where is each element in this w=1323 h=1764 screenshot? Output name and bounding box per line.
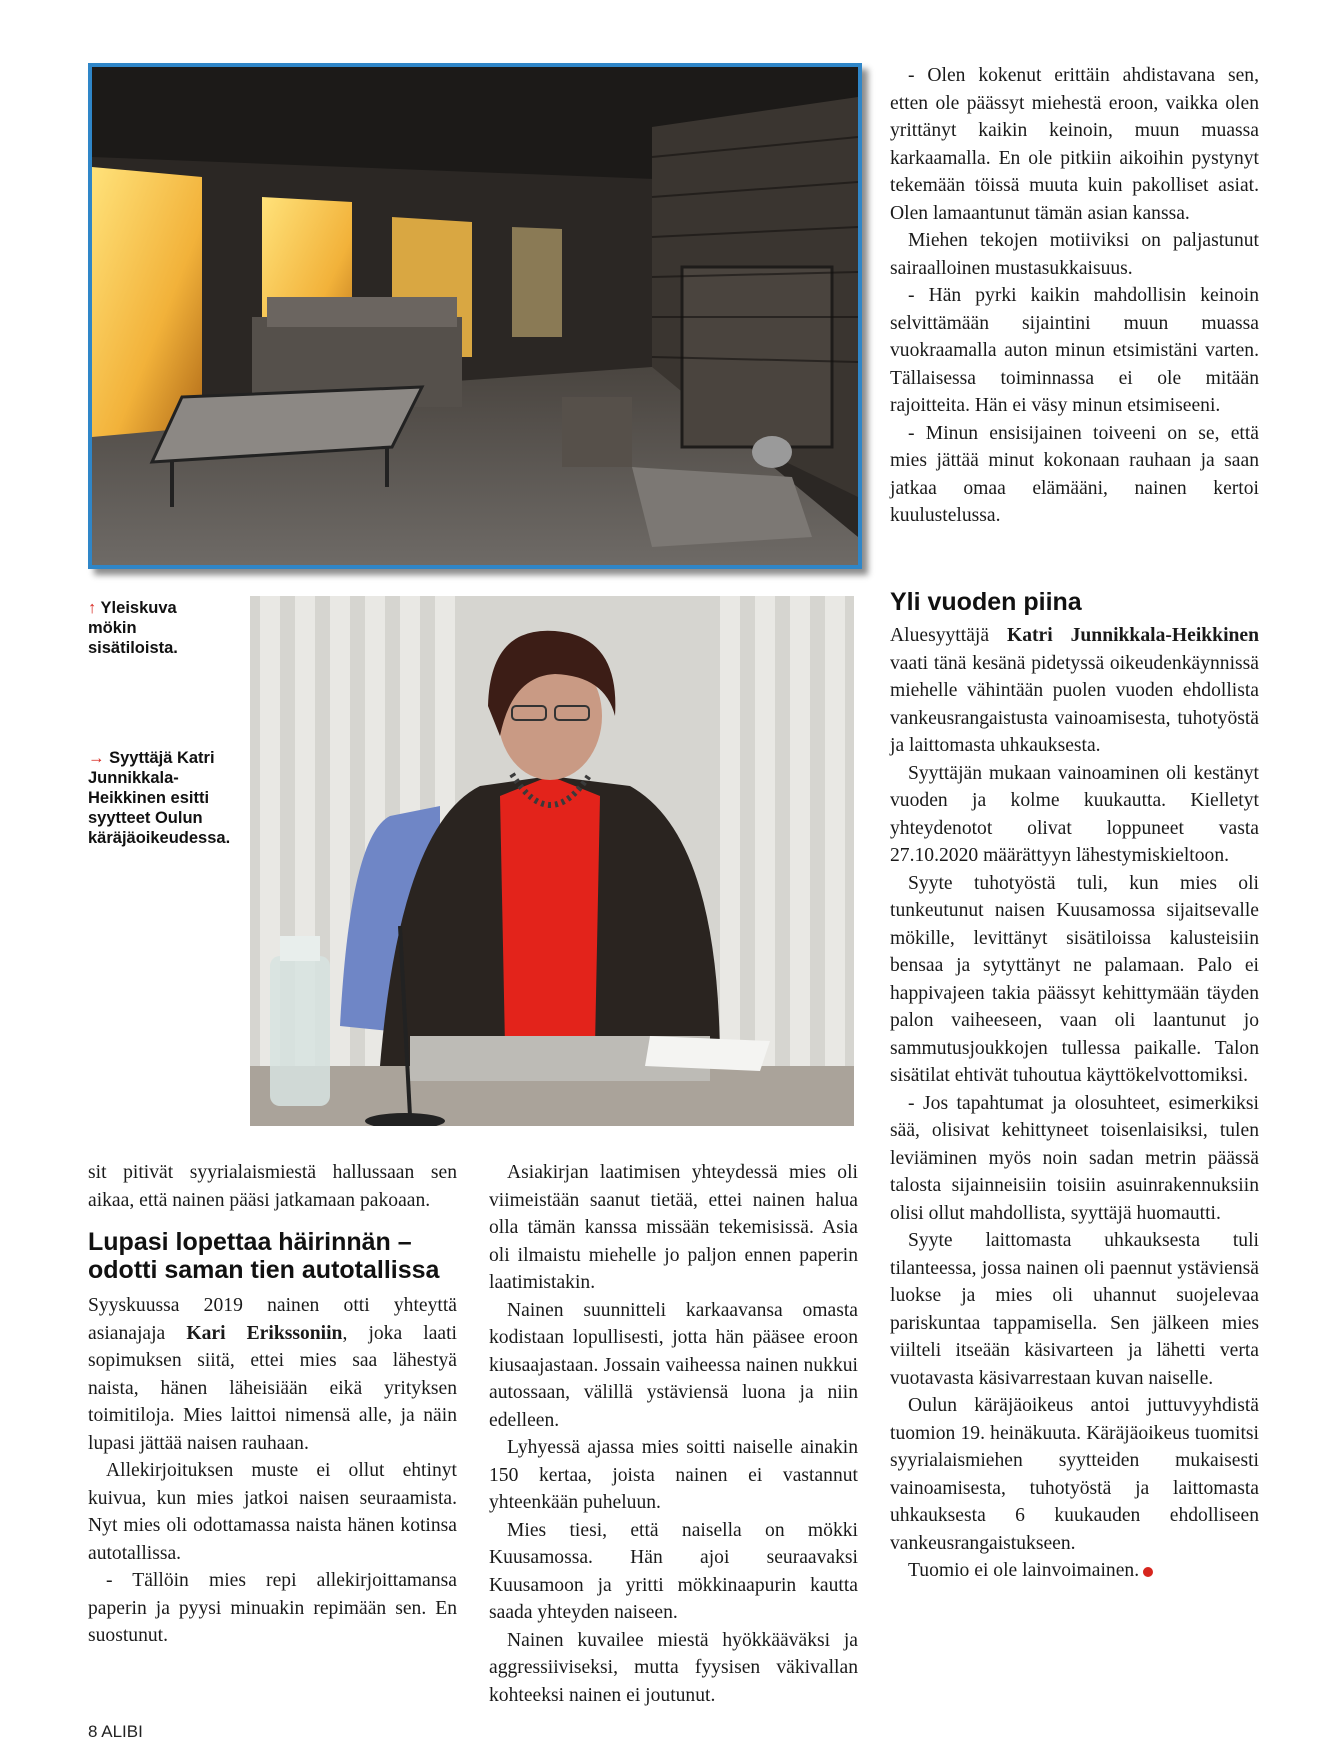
paragraph: Syyttäjän mukaan vainoaminen oli kestänyt vuoden ja kolme kuukautta. Kielletyt yhteydenotot olivat loppuneet vasta 27.10.2020 määrättyyn lähestymiskieltoon. [890,762,1259,866]
burnt-room-image [92,67,858,565]
paragraph: - Jos tapahtumat ja olosuhteet, esimerkiksi sää, olisivat kehittyneet toisenlaisiksi, tulen leviäminen myös noin sadan metrin päässä talosta sijainneisiin toisiin asuinrakennuksiin olisi ollut mahdollista, syyttäjä huomautti. [890,1092,1259,1224]
paragraph: Nainen suunnitteli karkaavansa omasta kodistaan lopullisesti, jotta hän pääsee eroon kiusaajastaan. Jossain vaiheessa nainen nukkui autossaan, välillä ystäviensä luona ja niin edelleen. [489,1299,858,1431]
paragraph: - Hän pyrki kaikin mahdollisin keinoin selvittämään sijaintini muun muassa vuokraamalla auton minun etsimistäni varten. Tällaisessa toiminnassa ei ole mitään rajoitteita. Hän ei väsy minun etsimiseeni. [890,285,1259,416]
paragraph: - Olen kokenut erittäin ahdistavana sen, etten ole päässyt miehestä eroon, vaikka olen yrittänyt kaikin keinoin, muun muassa karkaamalla. En ole pitkiin aikoihin pystynyt tekemään töissä muuta kuin pakolliset asiat. Olen lamaantunut tämän asian kanssa. [890,65,1259,224]
paragraph: Aluesyyttäjä Katri Junnikkala-Heikkinen vaati tänä kesänä pidetyssä oikeudenkäynnissä miehelle vähintään puolen vuoden ehdollista vankeusrangaistusta vainoamisesta, tuhotyöstä ja laittomasta uhkauksesta. [890,625,1259,756]
arrow-right-icon: → [88,749,105,767]
caption-prosecutor-text: Syyttäjä Katri Junnikkala-Heikkinen esitti syytteet Oulun käräjäoikeudessa. [88,749,231,847]
paragraph: Asiakirjan laatimisen yhteydessä mies oli viimeistään saanut tietää, ettei nainen halua olla tämän kanssa missään tekemisissä. Asia oli ilmaistu miehelle jo paljon ennen paperin laatimistakin. [489,1162,858,1293]
paragraph: Mies tiesi, että naisella on mökki Kuusamossa. Hän ajoi seuraavaksi Kuusamoon ja yritti mökkinaapurin kautta saada yhteyden naiseen. [489,1519,858,1623]
paragraph: Oulun käräjäoikeus antoi juttuvyyhdistä tuomion 19. heinäkuuta. Käräjäoikeus tuomitsi syyrialaismiehen syytteiden mukaisesti vainoamisesta, tuhotyöstä ja laittomasta uhkauksesta 6 kuukauden ehdolliseen vankeusrangaistukseen. [890,1395,1259,1554]
right-column-bottom [890,588,1259,1585]
arrow-up-icon: ↑ [88,599,97,617]
paragraph: Syyskuussa 2019 nainen otti yhteyttä asianajaja Kari Erikssoniin, joka laati sopimuksen siitä, ettei mies saa lähestyä naista, hänen läheisiään eikä yrityksen toimitiloja. Mies laittoi nimensä alle, ja näin lupasi jättää naisen rauhaan. [88,1295,457,1454]
paragraph: Tuomio ei ole lainvoimainen. [890,1557,1259,1585]
paragraph: Miehen tekojen motiiviksi on paljastunut sairaalloinen mustasukkaisuus. [890,230,1259,279]
section-heading: Lupasi lopettaa häirinnän – odotti saman tien autotallissa [88,1228,440,1284]
paragraph: Nainen kuvailee miestä hyökkääväksi ja aggressiiviseksi, mutta fyysisen väkivallan kohteeksi nainen ei joutunut. [489,1629,858,1706]
prosecutor-photo [250,596,854,1126]
paragraph: sit pitivät syyrialaismiestä hallussaan sen aikaa, että nainen pääsi jatkamaan pakoaan. [88,1162,457,1211]
prosecutor-image [250,596,854,1126]
middle-column [489,1159,858,1709]
caption-burnt-room [88,598,228,658]
paragraph: - Tällöin mies repi allekirjoittamansa paperin ja pyysi minuakin repimään sen. En suostunut. [88,1570,457,1646]
caption-burnt-room-text: Yleiskuva mökin sisätiloista. [88,599,178,657]
paragraph: Allekirjoituksen muste ei ollut ehtinyt kuivua, kun mies jatkoi naisen seuraamista. Nyt mies oli odottamassa naista hänen kotinsa autotallissa. [88,1460,457,1564]
left-column [88,1159,457,1650]
person-name: Kari Erikssoniin [186,1322,343,1344]
right-column-top [890,62,1259,530]
paragraph: Syyte tuhotyöstä tuli, kun mies oli tunkeutunut naisen Kuusamossa sijaitsevalle mökille, levittänyt sisätiloissa kalusteisiin bensaa ja sytyttänyt ne palamaan. Palo ei happivajeen takia päässyt kehittymään täyden palon vaiheeseen, vaan oli laantunut jo sammutusjoukkojen tullessa paikalle. Talon sisätilat ehtivät tuhoutua käyttökelvottomiksi. [890,872,1259,1086]
person-name: Katri Junnikkala-Heikkinen [1006,625,1259,646]
caption-prosecutor [88,748,248,848]
page-number: 8 ALIBI [88,1722,143,1741]
section-heading: Yli vuoden piina [890,588,1082,616]
burnt-room-photo [88,63,862,569]
paragraph: - Minun ensisijainen toiveeni on se, että mies jättää minut kokonaan rauhaan ja saan jatkaa omaa elämääni, nainen kertoi kuulustelussa. [890,422,1259,526]
paragraph: Lyhyessä ajassa mies soitti naiselle ainakin 150 kertaa, joista nainen ei vastannut yhteenkään puheluun. [489,1437,858,1513]
end-mark-icon [1143,1567,1153,1577]
paragraph: Syyte laittomasta uhkauksesta tuli tilanteessa, jossa nainen oli paennut ystäviensä luokse ja mies oli uhannut suojelevaa pariskuntaa tappamisella. Sen jälkeen mies viilteli itseään käsivarteen ja lähetti verta vuotavasta käsivarrestaan kuvan naiselle. [890,1230,1259,1389]
